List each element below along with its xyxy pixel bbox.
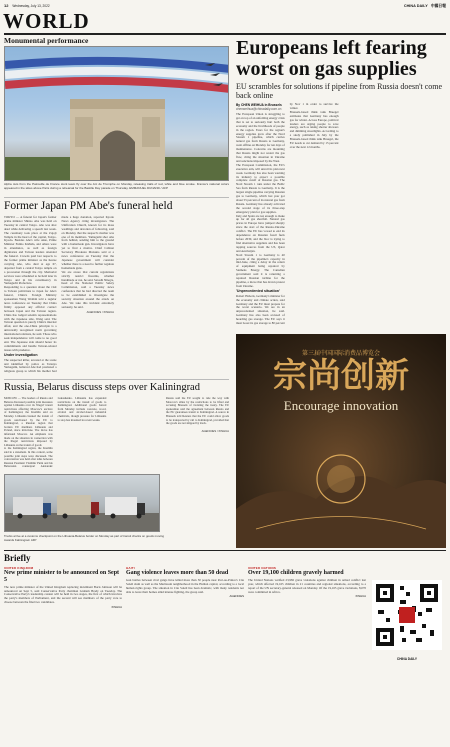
qr-label: CHINA DAILY — [396, 657, 418, 661]
trucks-illustration — [5, 475, 160, 532]
qr-code-icon — [372, 580, 442, 650]
brief-haiti — [126, 566, 244, 744]
brief-body: The United Nations verified 23,982 grave violations against children in armed conflict last year, which affected 19,165 children in 21 countries and regional situations, according to a report of the UN secretary-general released on Monday. Of the 19,165 grave violations, 8,070 were committed in Africa. — [248, 577, 366, 594]
europeans-paragraph: Italy and Spain are not enough to make up for all gas shortfall. Natural gas prices in Europe have jumped sharply since the start of the Russia-Ukraine conflict. The EU has vowed to end its dependence on Russian fossil fuels before 2030, and the bloc is trying to find alternative suppliers and has been tapping sources from the US, Qatar and Azerbaijan. — [236, 213, 285, 253]
briefly-rule — [4, 550, 446, 551]
masthead-en: CHINA DAILY — [403, 4, 428, 8]
russia-article — [4, 397, 160, 472]
header-rule — [4, 33, 446, 35]
europeans-paragraph: The European Union is struggling to get on top of an unfolding energy crisis that is set to seriously hurt both the economy and the livelihoods of people in the region. Fears for the region's energy supplies grew after the Nord Stream 1 pipeline, which carries natural gas from Russia to Germany, went offline on Monday for ten days of maintenance. Concerns are mounting that Russia might not restart the gas flow, citing the situation in Ukraine and sanctions imposed by the West. — [236, 112, 285, 163]
abe-headline: Former Japan PM Abe's funeral held — [4, 200, 173, 212]
monumental-caption: Alpha Jets from the Patrouille de France stunt team fly over the Arc de Triomphe on Monday, releasing trails of red, white and blue smoke. France's national colors appeared in the skies above Paris during a rehearsal for the Bastille Day parade on Thursday. EMMANUEL DUNAND / AFP — [4, 182, 229, 190]
brief-tag: UNITED KINGDOM — [4, 566, 34, 570]
arc-de-triomphe-photo — [4, 46, 229, 181]
brief-headline: Gang violence leaves more than 50 dead — [126, 570, 229, 576]
europeans-paragraph: Robert Habeck, Germany's minister for the economy and climate action, said Germany and the EU must prepare for the worst scenario. We are in an unprecedented situation, he said. Germany has also been accused of hoarding gas storage. The EU says it must boost its gas storage to 80 percent by Nov 1 in order to survive the winter. — [236, 102, 339, 326]
europeans-paragraph: Nord Stream 1 to Germany is 40 percent of the pipeline's capacity in mid-June, citing a delay in the return of equipment being repaired by Siemens Energy. The Canadian government said it is returning a repaired Russian turbine for the pipeline, a move that has drawn protest from Ukraine. — [236, 252, 285, 288]
brief-tag: UNITED NATIONS — [248, 566, 277, 570]
brief-body: Gun battles between rival gangs have killed more than 50 people near Port-au-Prince's Cite Soleil slum as well as the Martissant neighborhood in the Haitian capital, according to a local human rights group. The situation in Cite Soleil has been dramatic, with many residents not able to leave their homes amid intense fighting, the group said. — [126, 577, 244, 594]
border-checkpoint-photo — [4, 474, 160, 532]
russia-agency: AGENCIES / XINHUA — [201, 428, 229, 433]
abe-paragraph: The suspected killer, arrested at the scene and identified by police as Tetsuya Yamagami, believed Abe had promoted a religious group to which his mother had made a huge donation, reported Kyodo News Agency citing investigators. The Unification Church, known for its mass weddings and devotion of following, said on Monday that the suspect's mother was one of its members. Yamagami shot Abe from behind, sending him to the ground with a homemade gun. Investigators have yet to find a motive. Chief Cabinet Secretary Hirokazu Matsuno said at a news conference on Tuesday that the Japanese government will consider whether there is a need to further regulate homemade guns. — [4, 215, 114, 374]
europeans-paragraph: Brussels-based think tank Bruegel estimates that Germany has enough gas for winter. Across Europe, political leaders are urging people to save energy, such as taking shorter showers and dimming streetlights. According to a study published in July by the Brussels-based think tank Bruegel, the EU needs to cut demand by 15 percent over the next 12 months. — [289, 109, 339, 149]
brief-body: The new prime minister of the United Kingdom replacing incumbent Boris Johnson will be announced on Sept 5, said Conservative Party chairman Graham Brady on Tuesday. The Conservative Party's leadership contest will be held in two stages, the first of which involves the party's members of Parliament, and the second will see members of the party vote to choose between the final two candidates. — [4, 584, 122, 605]
abe-paragraph: Responding to a question about the visit to Taiwan politicians to Japan for Abe's funeral, China's Foreign Ministry spokesman Wang Wenbin told a regular news conference on Tuesday that China firmly opposed any official contact between Japan and the Taiwan region. China has lodged solemn representations with the Japanese side, Wang said. The Taiwan question is purely China's internal affair, and the one-China principle is a universally recognized norm governing international relations, he said. Those who seek independence will come to no good end. The Japanese side should honor its commitments and handle Taiwan-related issues with prudence. — [4, 285, 57, 352]
arc-photo-illustration — [5, 47, 229, 181]
masthead-cn: 中國日報 — [430, 4, 446, 8]
europeans-article — [236, 103, 446, 331]
brief-agency: AGENCIES — [229, 594, 244, 599]
ad-subtitle: Encourage innovation — [283, 398, 399, 413]
ad-artwork — [236, 419, 446, 548]
europeans-deck: EU scrambles for solutions if pipeline from Russia doesn't come back online — [236, 82, 443, 100]
brief-uk — [4, 566, 122, 744]
russia-headline: Russia, Belarus discuss steps over Kaliningrad — [4, 382, 200, 393]
monumental-kicker: Monumental performance — [4, 36, 89, 45]
brief-headline: New prime minister to be announced on Sept 5 — [4, 570, 120, 583]
brief-tag: HAITI — [126, 566, 135, 570]
abe-agency: AGENCIES / XINHUA — [86, 309, 114, 314]
abe-paragraph: TOKYO — A funeral for Japan's former prime minister Shinzo Abe was held on Tuesday in central Tokyo. Abe was shot dead while delivering a speech last week. The ceremony took place at the Zojoji Temple in the heart of the capital, Tokyo. Kyodo. Besides Abe's wife Akie, Prime Minister Fumio Kishida, and others were in attendance, as well as foreign dignitaries and Taiwan leaders attended the funeral. Crowds paid last respects to the former prime minister as the hearse carrying Abe, who died at age 67, departed from a central Tokyo temple on a procession through the city. Memorial services were scheduled to be held later in Tokyo and in his constituency in Yamaguchi Prefecture. — [4, 215, 57, 286]
europeans-paragraph: The European Commission, the EU's executive arm, will unveil its plan next week. Germany has also been warning its industry to expect a possible complete cutoff of Russian gas. The Nord Stream 1 runs under the Baltic Sea from Russia to Germany. It is the largest single pipeline carrying Russian gas to Germany, which last year got about 55 percent of its natural gas from Russia. Germany has already activated the second stage of its three-step emergency plan for gas supplies. — [236, 162, 285, 214]
byline-email: chenweihua@chinadaily.com.cn — [236, 107, 282, 111]
europeans-subhead: 'Unprecedented situation' — [236, 288, 280, 293]
briefly-title: Briefly — [4, 553, 31, 563]
page-number: 12 — [4, 3, 9, 8]
abe-subhead: Under investigation — [4, 352, 38, 357]
russia-caption: Trucks arrive at a customs checkpoint on the Lithuania-Belarus border on Monday as part of transit checks on goods moving towards Kaliningrad. AFP — [4, 534, 164, 542]
ad-title: 宗尚创新 — [273, 356, 409, 396]
brief-agency: XINHUA — [111, 605, 122, 610]
russia-paragraph: Russia said the EU sought to rule the way with Moscow's allies by the restrictions to be lifted and accusing Brussels of violating the treaty. The EU spokesman said the agreement between Russia and the EU guarantees transit to Kaliningrad. A source in Brussels told Reuters that the EU could allow goods to be transported by rail to Kaliningrad, provided that the goods are not shipped by truck. — [166, 397, 229, 426]
qr-code-box — [372, 580, 442, 740]
issue-date: Wednesday, July 13, 2022 — [12, 4, 50, 8]
russia-paragraph: to the Kaliningrad region, the Kremlin said in a statement. In this context, some possible joint steps were discussed. The conversation was held after talks between Russian President Vladimir Putin and his Belarusian counterpart Alexander Lukashenko. Lithuania has expanded restrictions on the transit of goods to Kaliningrad. Additional goods barred from Monday include concrete, wood, alcohol and alcohol-based industrial chemicals, though pressure for Lithuania to stop has mounted in recent weeks. — [4, 396, 107, 469]
divider — [4, 379, 229, 380]
byline: By CHEN WEIHUA in Brussels — [236, 103, 282, 107]
abe-article — [4, 216, 229, 376]
ad-top-line: 第三届中国国际消费品博览会 — [301, 350, 380, 357]
masthead — [404, 4, 446, 8]
europeans-headline: Europeans left fearing worst on gas supplies — [236, 37, 427, 80]
divider — [4, 197, 229, 198]
russia-article-col — [166, 397, 229, 547]
russia-paragraph: MOSCOW — The leaders of Russia and Belarus discussed possible joint measures against Lithuania over its 'illegal' transit restrictions affecting Moscow's exclave of Kaliningrad, the Kremlin said on Monday. Lithuania banned the transit of goods sanctioned by the EU to Kaliningrad, a Russian region that borders EU members Lithuania and Poland, since mid-June. The move has infuriated Moscow. An emphasis was made on the situation in connection with the illegal restrictions imposed by Lithuania on the transit of goods — [4, 396, 53, 447]
brief-headline: Over 19,100 children gravely harmed — [248, 570, 344, 576]
innovation-advertisement — [236, 334, 446, 548]
brief-agency: XINHUA — [355, 594, 366, 599]
brief-un — [248, 566, 366, 744]
section-title: WORLD — [3, 9, 90, 33]
abe-paragraph: We are aware that current regulations strictly restrict firearms, whether handmade or not, he said. Satoshi Ninoyu, head of the National Public Safety Commission, said a Tuesday news conference that he had directed the team to be established to investigate the security situation around the attack on Abe. We take this incident extremely seriously, he said. — [61, 269, 115, 309]
